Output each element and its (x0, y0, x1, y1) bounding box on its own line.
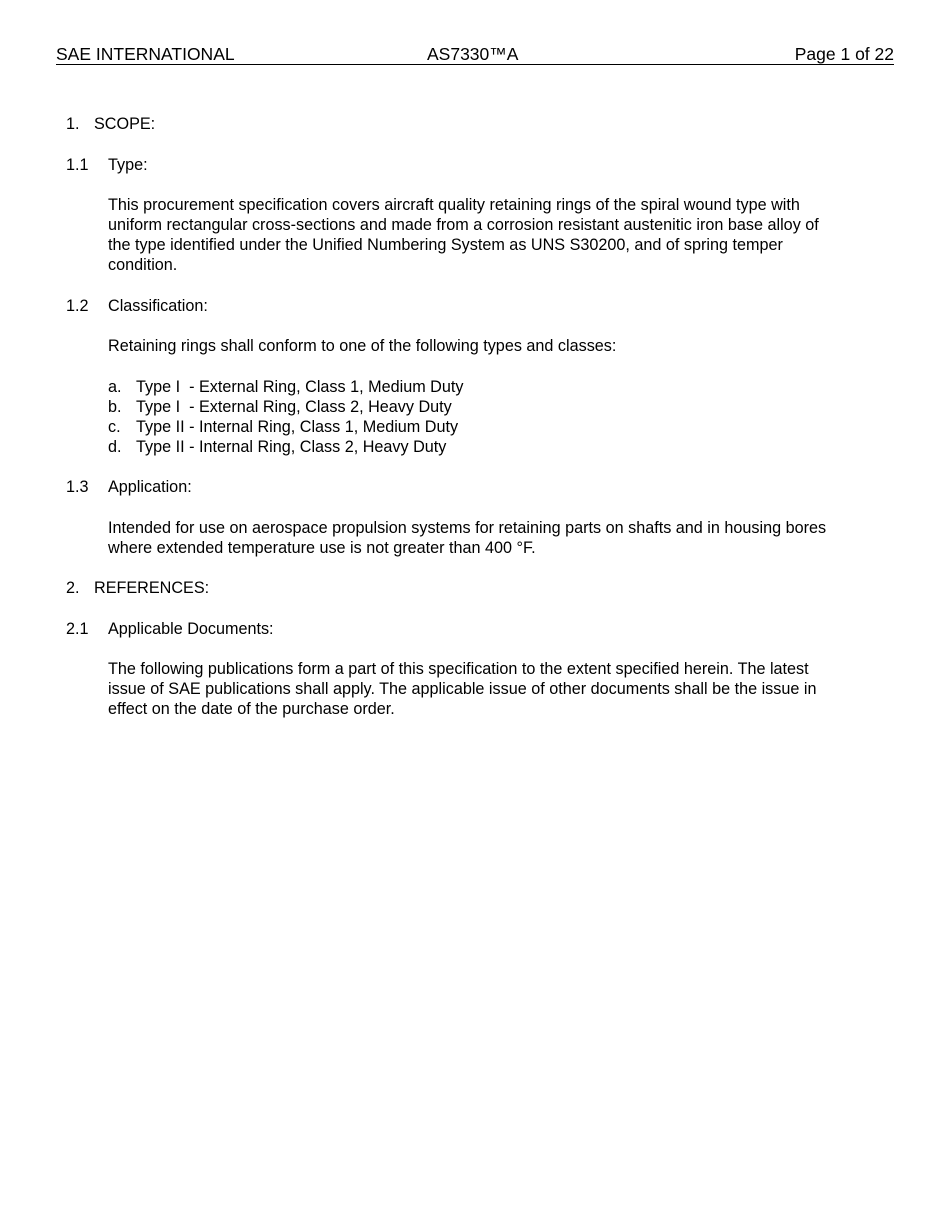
section-title: SCOPE: (94, 115, 156, 133)
section-1-1-body (108, 195, 868, 275)
section-number: 1.1 (66, 156, 89, 174)
header-org: SAE INTERNATIONAL (56, 44, 235, 64)
body-line: where extended temperature use is not greater than 400 °F. (108, 539, 536, 557)
section-number: 2. (66, 579, 80, 597)
page-header (56, 44, 894, 65)
header-doc-id: AS7330™A (427, 44, 519, 64)
list-text: Type II - Internal Ring, Class 2, Heavy Duty (136, 438, 447, 456)
body-line: effect on the date of the purchase order. (108, 700, 395, 718)
body-line: Retaining rings shall conform to one of the following types and classes: (108, 337, 617, 355)
section-number: 1.3 (66, 478, 89, 496)
body-line: This procurement specification covers aircraft quality retaining rings of the spiral wound type with (108, 196, 800, 214)
section-title: Type: (108, 156, 148, 174)
list-marker: b. (108, 398, 122, 416)
section-number: 1. (66, 115, 80, 133)
list-text: Type I - External Ring, Class 2, Heavy Duty (136, 398, 452, 416)
section-title: Application: (108, 478, 192, 496)
section-title: Classification: (108, 297, 208, 315)
header-page-number: Page 1 of 22 (794, 44, 894, 64)
section-title: REFERENCES: (94, 579, 210, 597)
body-line: the type identified under the Unified Numbering System as UNS S30200, and of spring temper (108, 236, 783, 254)
list-marker: c. (108, 418, 121, 436)
body-line: condition. (108, 256, 178, 274)
list-marker: d. (108, 438, 122, 456)
section-title: Applicable Documents: (108, 620, 274, 638)
section-1-3-body (108, 518, 868, 558)
list-text: Type I - External Ring, Class 1, Medium Duty (136, 378, 464, 396)
list-text: Type II - Internal Ring, Class 1, Medium Duty (136, 418, 459, 436)
list-marker: a. (108, 378, 122, 396)
section-number: 2.1 (66, 620, 89, 638)
section-number: 1.2 (66, 297, 89, 315)
body-line: Intended for use on aerospace propulsion systems for retaining parts on shafts and in housing bores (108, 519, 827, 537)
section-1-2-intro (108, 336, 868, 356)
body-line: uniform rectangular cross-sections and made from a corrosion resistant austenitic iron base alloy of (108, 216, 819, 234)
body-line: issue of SAE publications shall apply. The applicable issue of other documents shall be the issue in (108, 680, 817, 698)
section-2-1-body (108, 659, 868, 719)
body-line: The following publications form a part of this specification to the extent specified herein. The latest (108, 660, 809, 678)
